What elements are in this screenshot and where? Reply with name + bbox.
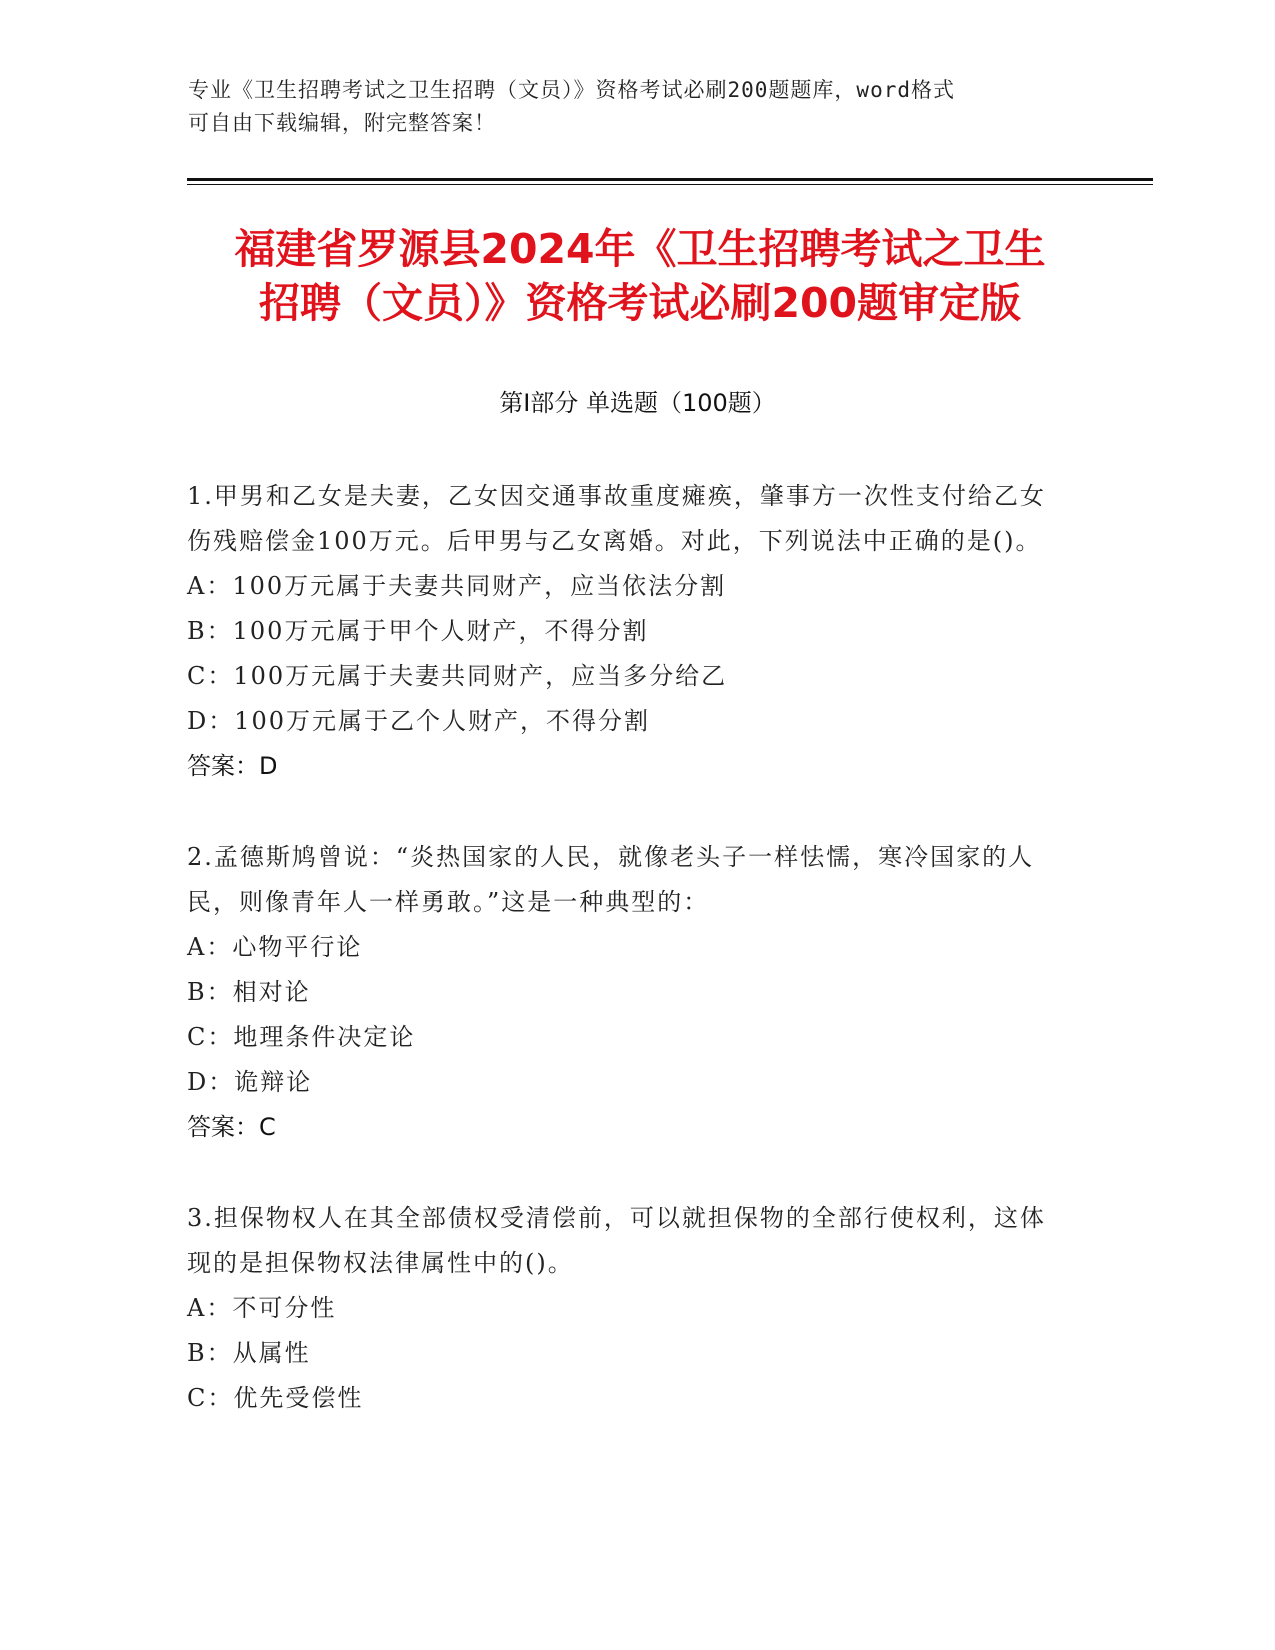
header-note-line-2: 可自由下载编辑，附完整答案！ (188, 111, 496, 135)
option-d: D：100万元属于乙个人财产，不得分割 (187, 707, 651, 735)
option-d: D：诡辩论 (187, 1068, 313, 1096)
question-3 (187, 1196, 1067, 1421)
header-divider-thin (187, 184, 1153, 185)
header-note-line-1: 专业《卫生招聘考试之卫生招聘（文员）》资格考试必刷200题题库，word格式 (188, 78, 955, 102)
header-note (188, 74, 1068, 140)
option-a: A：不可分性 (187, 1294, 337, 1322)
option-b: B：相对论 (187, 978, 311, 1006)
header-divider-thick (187, 178, 1153, 181)
question-text: 1.甲男和乙女是夫妻，乙女因交通事故重度瘫痪，肇事方一次性支付给乙女伤残赔偿金100万元。后甲男与乙女离婚。对此，下列说法中正确的是()。 (187, 482, 1046, 555)
option-b: B：100万元属于甲个人财产，不得分割 (187, 617, 649, 645)
question-1 (187, 474, 1067, 789)
document-title-line-1: 福建省罗源县2024年《卫生招聘考试之卫生 (234, 225, 1046, 273)
option-c: C：优先受偿性 (187, 1384, 364, 1412)
option-a: A：心物平行论 (187, 933, 363, 961)
question-list (187, 474, 1067, 1421)
document-title-line-2: 招聘（文员）》资格考试必刷200题审定版 (258, 279, 1022, 327)
document-title (150, 222, 1130, 330)
question-gap (187, 1150, 1067, 1196)
option-c: C：100万元属于夫妻共同财产，应当多分给乙 (187, 662, 728, 690)
question-text: 2.孟德斯鸠曾说：“炎热国家的人民，就像老头子一样怯懦，寒冷国家的人民，则像青年人一样勇敢。”这是一种典型的： (187, 843, 1035, 916)
question-2 (187, 835, 1067, 1150)
answer: 答案：C (187, 1113, 276, 1141)
option-c: C：地理条件决定论 (187, 1023, 416, 1051)
section-heading: 第I部分 单选题（100题） (499, 389, 776, 417)
question-gap (187, 789, 1067, 835)
option-a: A：100万元属于夫妻共同财产，应当依法分割 (187, 572, 727, 600)
answer: 答案：D (187, 752, 278, 780)
option-b: B：从属性 (187, 1339, 311, 1367)
question-text: 3.担保物权人在其全部债权受清偿前，可以就担保物的全部行使权利，这体现的是担保物权法律属性中的()。 (187, 1204, 1046, 1277)
